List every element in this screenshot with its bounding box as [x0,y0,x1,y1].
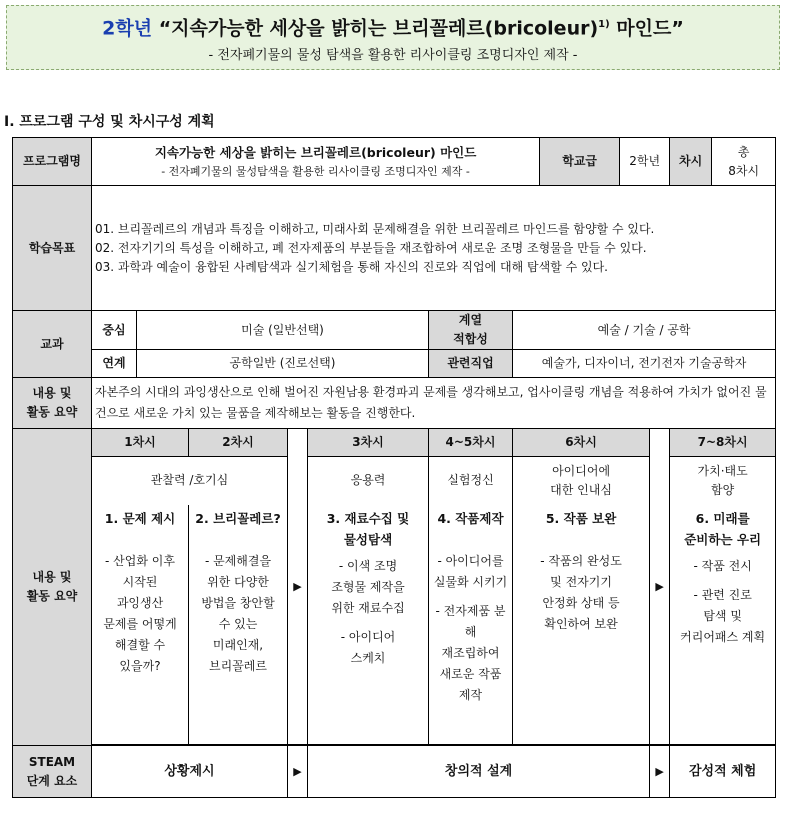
session-2-desc-line: - 문제해결을 [204,553,272,568]
sessions-total [712,138,776,186]
session-7-desc-line: - 관련 진로 [693,587,752,602]
session-1-desc-line: 해결할 수 [114,637,166,652]
document-subtitle: - 전자폐기물의 물성 탐색을 활용한 리사이클링 조명디자인 제작 - [208,48,578,64]
program-plan-table [12,137,776,798]
competency-3: 응용력 [308,457,429,505]
session-1-desc-line: 과잉생산 [116,595,164,610]
session-6-desc-line: 및 전자기기 [550,574,612,589]
session-2-desc-line: 브리꼴레르 [209,658,267,673]
competency-6-line: 대한 인내심 [550,482,612,497]
core-label: 중심 [92,311,137,350]
session-1-content [92,505,189,745]
summary-label [13,378,92,429]
title-footnote: 1) [598,19,610,30]
session-4-desc-line: - 아이디어를 [437,553,504,568]
aptitude-label-1: 계열 [458,313,483,327]
link-value: 공학일반 (진로선택) [137,350,429,378]
session-7-desc-line: 커리어패스 계획 [680,629,766,644]
session-7-desc-line: 탐색 및 [703,608,742,623]
document-title [7,12,779,41]
session-1-desc-line: 있을까? [119,658,161,673]
title-end: 마인드” [609,17,684,40]
program-name-cell [92,138,540,186]
competency-7-8-line: 가치·태도 [697,463,748,478]
session-3-title-line: 3. 재료수집 및 [326,510,410,526]
goal-item: 02. 전자기기의 특성을 이해하고, 폐 전자제품의 부분들을 재조합하여 새로운 조명 조형물을 만들 수 있다. [95,240,647,255]
session-4-title: 4. 작품제작 [437,510,504,526]
session-1-desc-line: 시작된 [122,574,158,589]
arrow-1: ▶ [288,429,308,745]
program-label: 프로그램명 [13,138,92,186]
program-subname: - 전자폐기물의 물성탐색을 활용한 리사이클링 조명디자인 제작 - [161,165,470,178]
sessions-total-1: 총 [737,144,750,159]
title-main: “지속가능한 세상을 밝히는 브리꼴레르(bricoleur) [158,17,599,40]
goal-item: 03. 과학과 예술이 융합된 사례탐색과 실기체험을 통해 자신의 진로와 직업에 대해 탐색할 수 있다. [95,259,608,274]
session-3-desc-line: 스케치 [350,650,386,665]
session-2-desc-line: 방법을 창안할 [201,595,275,610]
subject-label: 교과 [13,311,92,378]
school-level-value: 2학년 [620,138,670,186]
activities-label [13,429,92,746]
session-7-label: 7~8차시 [670,429,776,457]
sessions-total-2: 8차시 [728,163,760,178]
steam-arrow-2: ▶ [650,746,670,798]
session-6-desc-line: 확인하여 보완 [544,616,618,631]
title-grade: 2학년 [102,17,153,40]
activities-label-1: 내용 및 [32,570,72,584]
goals-label: 학습목표 [13,186,92,311]
summary-label-1: 내용 및 [32,386,72,400]
steam-label-1: STEAM [28,754,76,769]
job-label: 관련직업 [429,350,513,378]
aptitude-label-2: 적합성 [453,332,488,346]
steam-step-design: 창의적 설계 [308,746,650,798]
title-box [6,5,780,70]
goal-item: 01. 브리꼴레르의 개념과 특징을 이해하고, 미래사회 문제해결을 위한 브리꼴레르 마인드를 함양할 수 있다. [95,221,655,236]
session-7-desc-line: - 작품 전시 [693,558,752,573]
session-6-desc-line: - 작품의 완성도 [540,553,622,568]
session-3-desc-line: - 이색 조명 [338,558,398,573]
core-value: 미술 (일반선택) [137,311,429,350]
session-4-desc-line: 새로운 작품 제작 [439,666,502,702]
session-1-desc-line: 문제를 어떻게 [103,616,177,631]
steam-label-2: 단계 요소 [26,773,78,788]
session-2-content [189,505,288,745]
aptitude-label [429,311,513,350]
session-1-label: 1차시 [92,429,189,457]
section-heading: Ⅰ. 프로그램 구성 및 차시구성 계획 [4,114,215,130]
session-2-title: 2. 브리꼴레르? [195,510,281,526]
activities-label-2: 활동 요약 [26,589,78,603]
session-4-desc-line: - 전자제품 분해 [435,603,506,639]
session-7-title-line: 준비하는 우리 [684,531,762,547]
steam-step-experience: 감성적 체험 [670,746,776,798]
summary-text: 자본주의 시대의 과잉생산으로 인해 벌어진 자원남용 환경파괴 문제를 생각해보고, 업사이클링 개념을 적용하여 가치가 없어진 물건으로 새로운 가치 있는 물품을 제작해보는 활동을 진행한다. [92,378,776,429]
session-1-desc-line: - 산업화 이후 [105,553,175,568]
job-value: 예술가, 디자이너, 전기전자 기술공학자 [513,350,776,378]
session-3-desc-line: 위한 재료수집 [331,600,405,615]
aptitude-value: 예술 / 기술 / 공학 [513,311,776,350]
session-7-title-line: 6. 미래를 [695,510,750,526]
competency-7-8 [670,457,776,505]
session-1-title: 1. 문제 제시 [104,510,176,526]
goals-cell [92,186,776,311]
arrow-2: ▶ [650,429,670,745]
session-3-label: 3차시 [308,429,429,457]
steam-arrow-1: ▶ [288,746,308,798]
session-4-label: 4~5차시 [429,429,513,457]
session-6-content [513,505,650,745]
competency-6 [513,457,650,505]
session-2-desc-line: 위한 다양한 [207,574,269,589]
competency-1-2: 관찰력 /호기심 [92,457,288,505]
steam-step-situation: 상황제시 [92,746,288,798]
session-6-label: 6차시 [513,429,650,457]
competency-4-5: 실험정신 [429,457,513,505]
school-level-label: 학교급 [540,138,620,186]
session-4-desc-line: 재조립하여 [441,645,500,660]
session-2-desc-line: 수 있는 [218,616,258,631]
link-label: 연계 [92,350,137,378]
program-name: 지속가능한 세상을 밝히는 브리꼴레르(bricoleur) 마인드 [154,145,477,160]
session-2-desc-line: 미래인재, [212,637,264,652]
session-3-desc-line: 조형물 제작을 [331,579,405,594]
session-4-content [429,505,513,745]
session-3-desc-line: - 아이디어 [340,629,396,644]
competency-6-line: 아이디어에 [552,463,611,478]
sessions-label: 차시 [670,138,712,186]
steam-label [13,746,92,798]
session-2-label: 2차시 [189,429,288,457]
session-7-content [670,505,776,745]
session-3-content [308,505,429,745]
summary-label-2: 활동 요약 [26,405,78,419]
session-6-title: 5. 작품 보완 [545,510,617,526]
competency-7-8-line: 함양 [711,482,735,497]
session-3-title-line: 물성탐색 [343,531,393,547]
session-4-desc-line: 실물화 시키기 [433,574,508,589]
session-6-desc-line: 안정화 상태 등 [542,595,620,610]
